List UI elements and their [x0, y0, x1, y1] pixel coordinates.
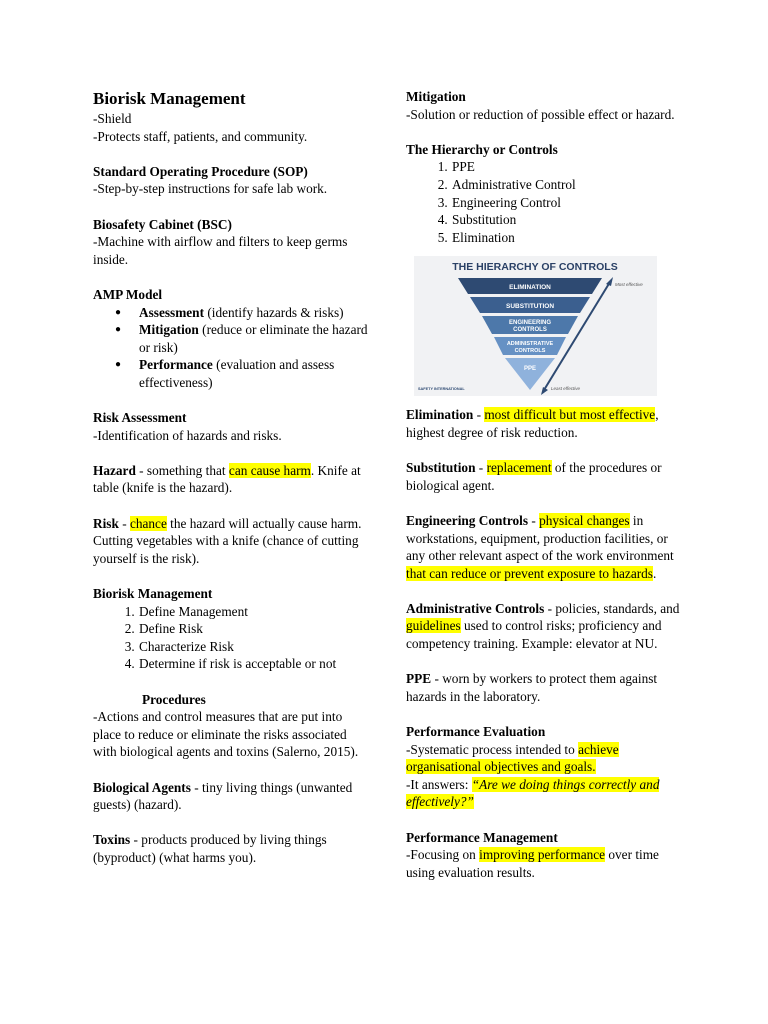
text-span: of the procedures or biological agent. [406, 460, 662, 493]
level-label: SUBSTITUTION [505, 303, 555, 311]
text-span: - [118, 515, 130, 531]
arrow-head-up-icon [606, 277, 613, 286]
elimination-term: Elimination [406, 407, 474, 423]
list-item: 5. Elimination [451, 229, 681, 247]
substitution-paragraph [406, 459, 681, 494]
list-item: 1. PPE [451, 158, 681, 176]
left-column [93, 88, 373, 867]
text-span: . Knife at table (knife is the hazard). [93, 462, 361, 496]
risk-assessment-heading: Risk Assessment [93, 410, 187, 426]
hierarchy-list [406, 158, 681, 246]
list-item: 2. Administrative Control [451, 176, 681, 194]
text-span: - products produced by living things (byproduct) (what harms you). [93, 832, 327, 865]
text-span: . [653, 565, 657, 581]
highlight: “Are we doing things correctly and effectively?” [406, 776, 660, 810]
administrative-term: Administrative Controls [406, 600, 545, 616]
sop-heading: Standard Operating Procedure (SOP) [93, 163, 308, 179]
text-span: - [528, 512, 540, 528]
biorisk-steps-list [93, 603, 373, 673]
highlight: that can reduce or prevent exposure to hazards [406, 565, 653, 581]
biological-agents-paragraph [93, 779, 373, 814]
text-span: - [475, 460, 487, 476]
amp-term: Performance [139, 357, 213, 373]
engineering-controls-paragraph [406, 512, 681, 582]
protects-line: -Protects staff, patients, and community. [93, 128, 308, 144]
amp-term: Assessment [139, 304, 205, 320]
amp-desc: (reduce or eliminate the hazard or risk) [139, 322, 368, 355]
list-item: 1. Define Management [138, 603, 373, 621]
toxins-paragraph [93, 831, 373, 866]
level-label: CONTROLS [513, 327, 547, 334]
risk-term: Risk [93, 515, 119, 531]
arrow-head-down-icon [541, 387, 548, 395]
list-item [137, 321, 373, 356]
text-span: , highest degree of risk reduction. [406, 407, 659, 440]
amp-term: Mitigation [139, 322, 199, 338]
biorisk-management-heading: Biorisk Management [93, 586, 213, 602]
mitigation-text: -Solution or reduction of possible effect or hazard. [406, 106, 675, 122]
level-label: PPE [523, 366, 537, 373]
substitution-term: Substitution [406, 460, 476, 476]
amp-desc: (identify hazards & risks) [204, 304, 344, 320]
highlight: achieve organisational objectives and goals. [406, 741, 619, 775]
hazard-term: Hazard [93, 462, 136, 478]
text-span: -Focusing on [406, 847, 480, 863]
highlight: guidelines [406, 618, 461, 634]
highlight: replacement [486, 460, 552, 476]
sop-text: -Step-by-step instructions for safe lab work. [93, 181, 328, 197]
toxins-term: Toxins [93, 832, 131, 848]
shield-line: -Shield [93, 111, 132, 126]
level-label: ENGINEERING [508, 320, 552, 327]
bsc-heading: Biosafety Cabinet (BSC) [93, 216, 232, 232]
text-span: in workstations, equipment, production facilities, or any other relevant aspect of the work environment [406, 512, 674, 564]
ppe-term: PPE [406, 671, 432, 687]
list-item: 4. Determine if risk is acceptable or not [138, 655, 373, 673]
text-span: -Systematic process intended to [406, 741, 579, 757]
administrative-controls-paragraph [406, 600, 681, 653]
level-label: ELIMINATION [509, 284, 551, 292]
text-span: - policies, standards, and [544, 600, 680, 616]
text-span: - worn by workers to protect them against hazards in the laboratory. [406, 671, 658, 704]
text-span: - [473, 407, 485, 423]
risk-assessment-text: -Identification of hazards and risks. [93, 427, 282, 443]
engineering-term: Engineering Controls [406, 512, 529, 528]
text-span: - something that [135, 462, 229, 478]
list-item: 3. Characterize Risk [138, 638, 373, 656]
procedures-heading: Procedures [142, 691, 206, 707]
hazard-paragraph [93, 462, 373, 497]
safety-international-logo: SAFETY INTERNATIONAL [418, 387, 465, 392]
list-item: 4. Substitution [451, 211, 681, 229]
right-column [406, 88, 681, 881]
elimination-paragraph [406, 406, 681, 441]
highlight: chance [129, 515, 167, 531]
list-item [137, 304, 373, 322]
hierarchy-of-controls-figure [414, 256, 657, 396]
amp-desc: (evaluation and assess effectiveness) [139, 357, 335, 390]
text-span: used to control risks; proficiency and competency training. Example: elevator at NU. [406, 618, 662, 652]
level-label: ADMINISTRATIVE [506, 341, 554, 348]
highlight: physical changes [539, 512, 630, 528]
list-item: 2. Define Risk [138, 620, 373, 638]
performance-management-text [406, 846, 681, 881]
ppe-paragraph [406, 670, 681, 705]
bsc-text: -Machine with airflow and filters to keep germs inside. [93, 234, 348, 267]
hierarchy-heading: The Hierarchy or Controls [406, 141, 558, 157]
procedures-text: -Actions and control measures that are put into place to reduce or eliminate the risks associated with biological agents and toxins (Salerno, 2015). [93, 709, 359, 760]
most-effective-label: Most effective [615, 282, 643, 288]
performance-management-heading: Performance Management [406, 829, 558, 845]
text-span: the hazard will actually cause harm. Cutting vegetables with a knife (chance of cutting yourself is the risk). [93, 515, 362, 566]
list-item: 3. Engineering Control [451, 194, 681, 212]
least-effective-label: Least effective [551, 386, 581, 392]
level-label: CONTROLS [514, 348, 546, 355]
performance-evaluation-question [406, 776, 681, 811]
hierarchy-pyramid-graphic [414, 256, 657, 396]
highlight: improving performance [479, 847, 606, 863]
amp-heading: AMP Model [93, 286, 163, 302]
mitigation-heading: Mitigation [406, 89, 466, 104]
list-item [137, 356, 373, 391]
highlight: can cause harm [228, 462, 311, 478]
figure-title: THE HIERARCHY OF CONTROLS [452, 261, 618, 274]
amp-list [93, 304, 373, 392]
text-span: -It answers: [406, 776, 472, 792]
performance-evaluation-heading: Performance Evaluation [406, 724, 546, 740]
performance-evaluation-text [406, 741, 681, 776]
bio-term: Biological Agents [93, 779, 191, 795]
text-span: - tiny living things (unwanted guests) (hazard). [93, 779, 353, 813]
risk-paragraph [93, 515, 373, 568]
text-span: over time using evaluation results. [406, 847, 659, 880]
highlight: most difficult but most effective [484, 407, 656, 423]
doc-title: Biorisk Management [93, 89, 246, 108]
